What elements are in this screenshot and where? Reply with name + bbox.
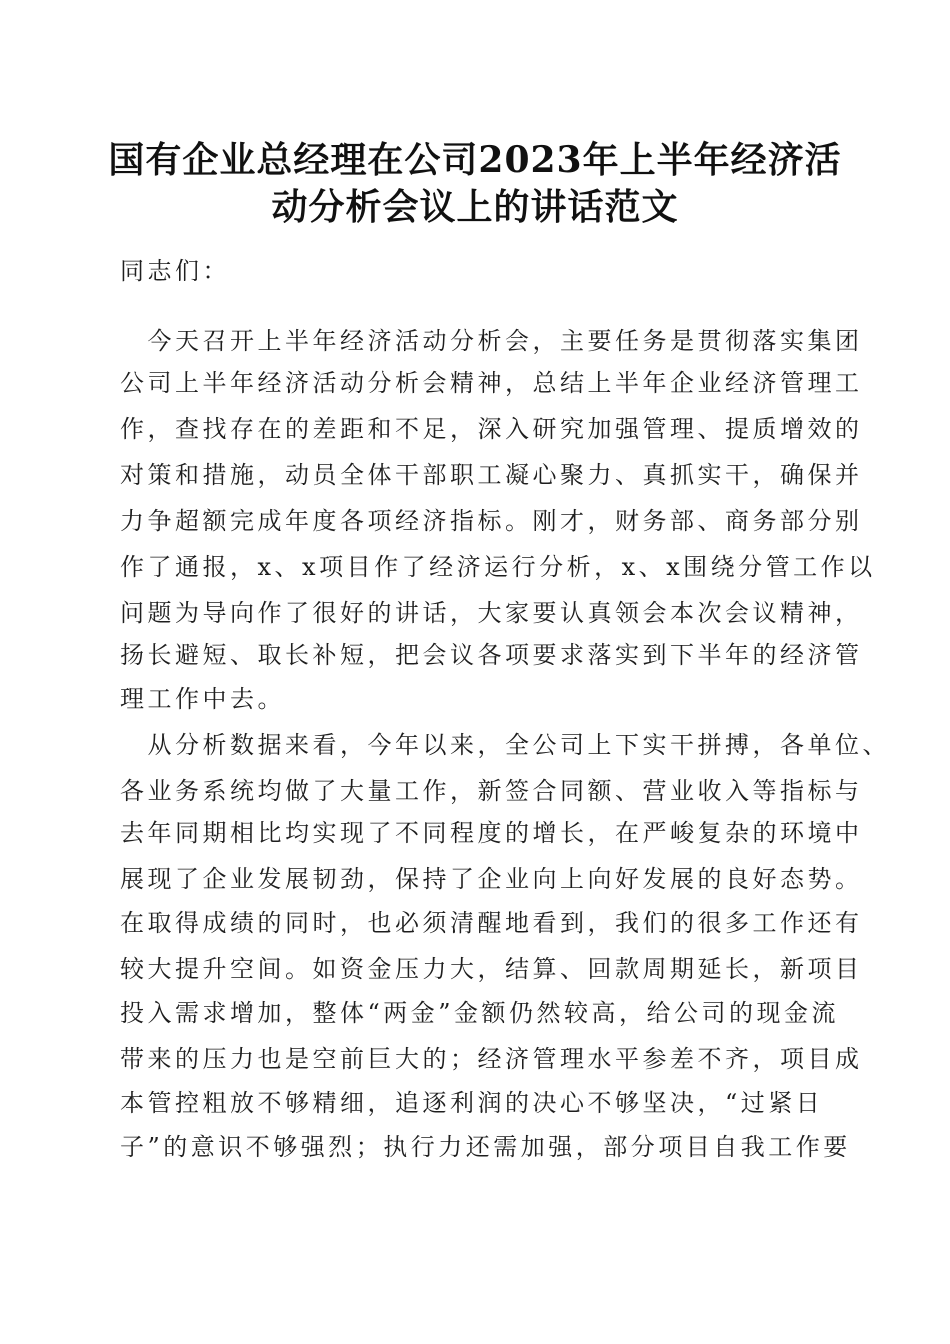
body-line-8: 扬长避短、取长补短，把会议各项要求落实到下半年的经济管 (120, 641, 863, 669)
body-line-19: 子”的意识不够强烈；执行力还需加强，部分项目自我工作要 (120, 1133, 851, 1161)
body-line-7: 问题为导向作了很好的讲话，大家要认真领会本次会议精神， (120, 599, 863, 627)
body-line-1: 今天召开上半年经济活动分析会，主要任务是贯彻落实集团 (120, 327, 863, 355)
body-line-16: 投入需求增加，整体“两金”金额仍然较高，给公司的现金流 (120, 999, 840, 1027)
document-title-line-1: 国有企业总经理在公司2023年上半年经济活 (108, 139, 842, 181)
body-line-3: 作，查找存在的差距和不足，深入研究加强管理、提质增效的 (120, 415, 863, 443)
body-line-5: 力争超额完成年度各项经济指标。刚才，财务部、商务部分别 (120, 507, 863, 535)
body-line-6: 作了通报，x、x项目作了经济运行分析，x、x围绕分管工作以 (120, 553, 876, 581)
body-line-15: 较大提升空间。如资金压力大，结算、回款周期延长，新项目 (120, 955, 863, 983)
body-line-10: 从分析数据来看，今年以来，全公司上下实干拼搏，各单位、 (120, 731, 890, 759)
body-line-9: 理工作中去。 (120, 685, 285, 713)
body-line-2: 公司上半年经济活动分析会精神，总结上半年企业经济管理工 (120, 369, 863, 397)
salutation: 同志们： (120, 257, 230, 285)
body-line-13: 展现了企业发展韧劲，保持了企业向上向好发展的良好态势。 (120, 865, 863, 893)
body-line-18: 本管控粗放不够精细，追逐利润的决心不够坚决，“过紧日 (120, 1089, 824, 1117)
body-line-12: 去年同期相比均实现了不同程度的增长，在严峻复杂的环境中 (120, 819, 863, 847)
body-line-4: 对策和措施，动员全体干部职工凝心聚力、真抓实干，确保并 (120, 461, 863, 489)
body-line-11: 各业务系统均做了大量工作，新签合同额、营业收入等指标与 (120, 777, 863, 805)
body-line-14: 在取得成绩的同时，也必须清醒地看到，我们的很多工作还有 (120, 909, 863, 937)
document-title-line-2: 动分析会议上的讲话范文 (271, 186, 679, 228)
body-line-17: 带来的压力也是空前巨大的；经济管理水平参差不齐，项目成 (120, 1045, 863, 1073)
